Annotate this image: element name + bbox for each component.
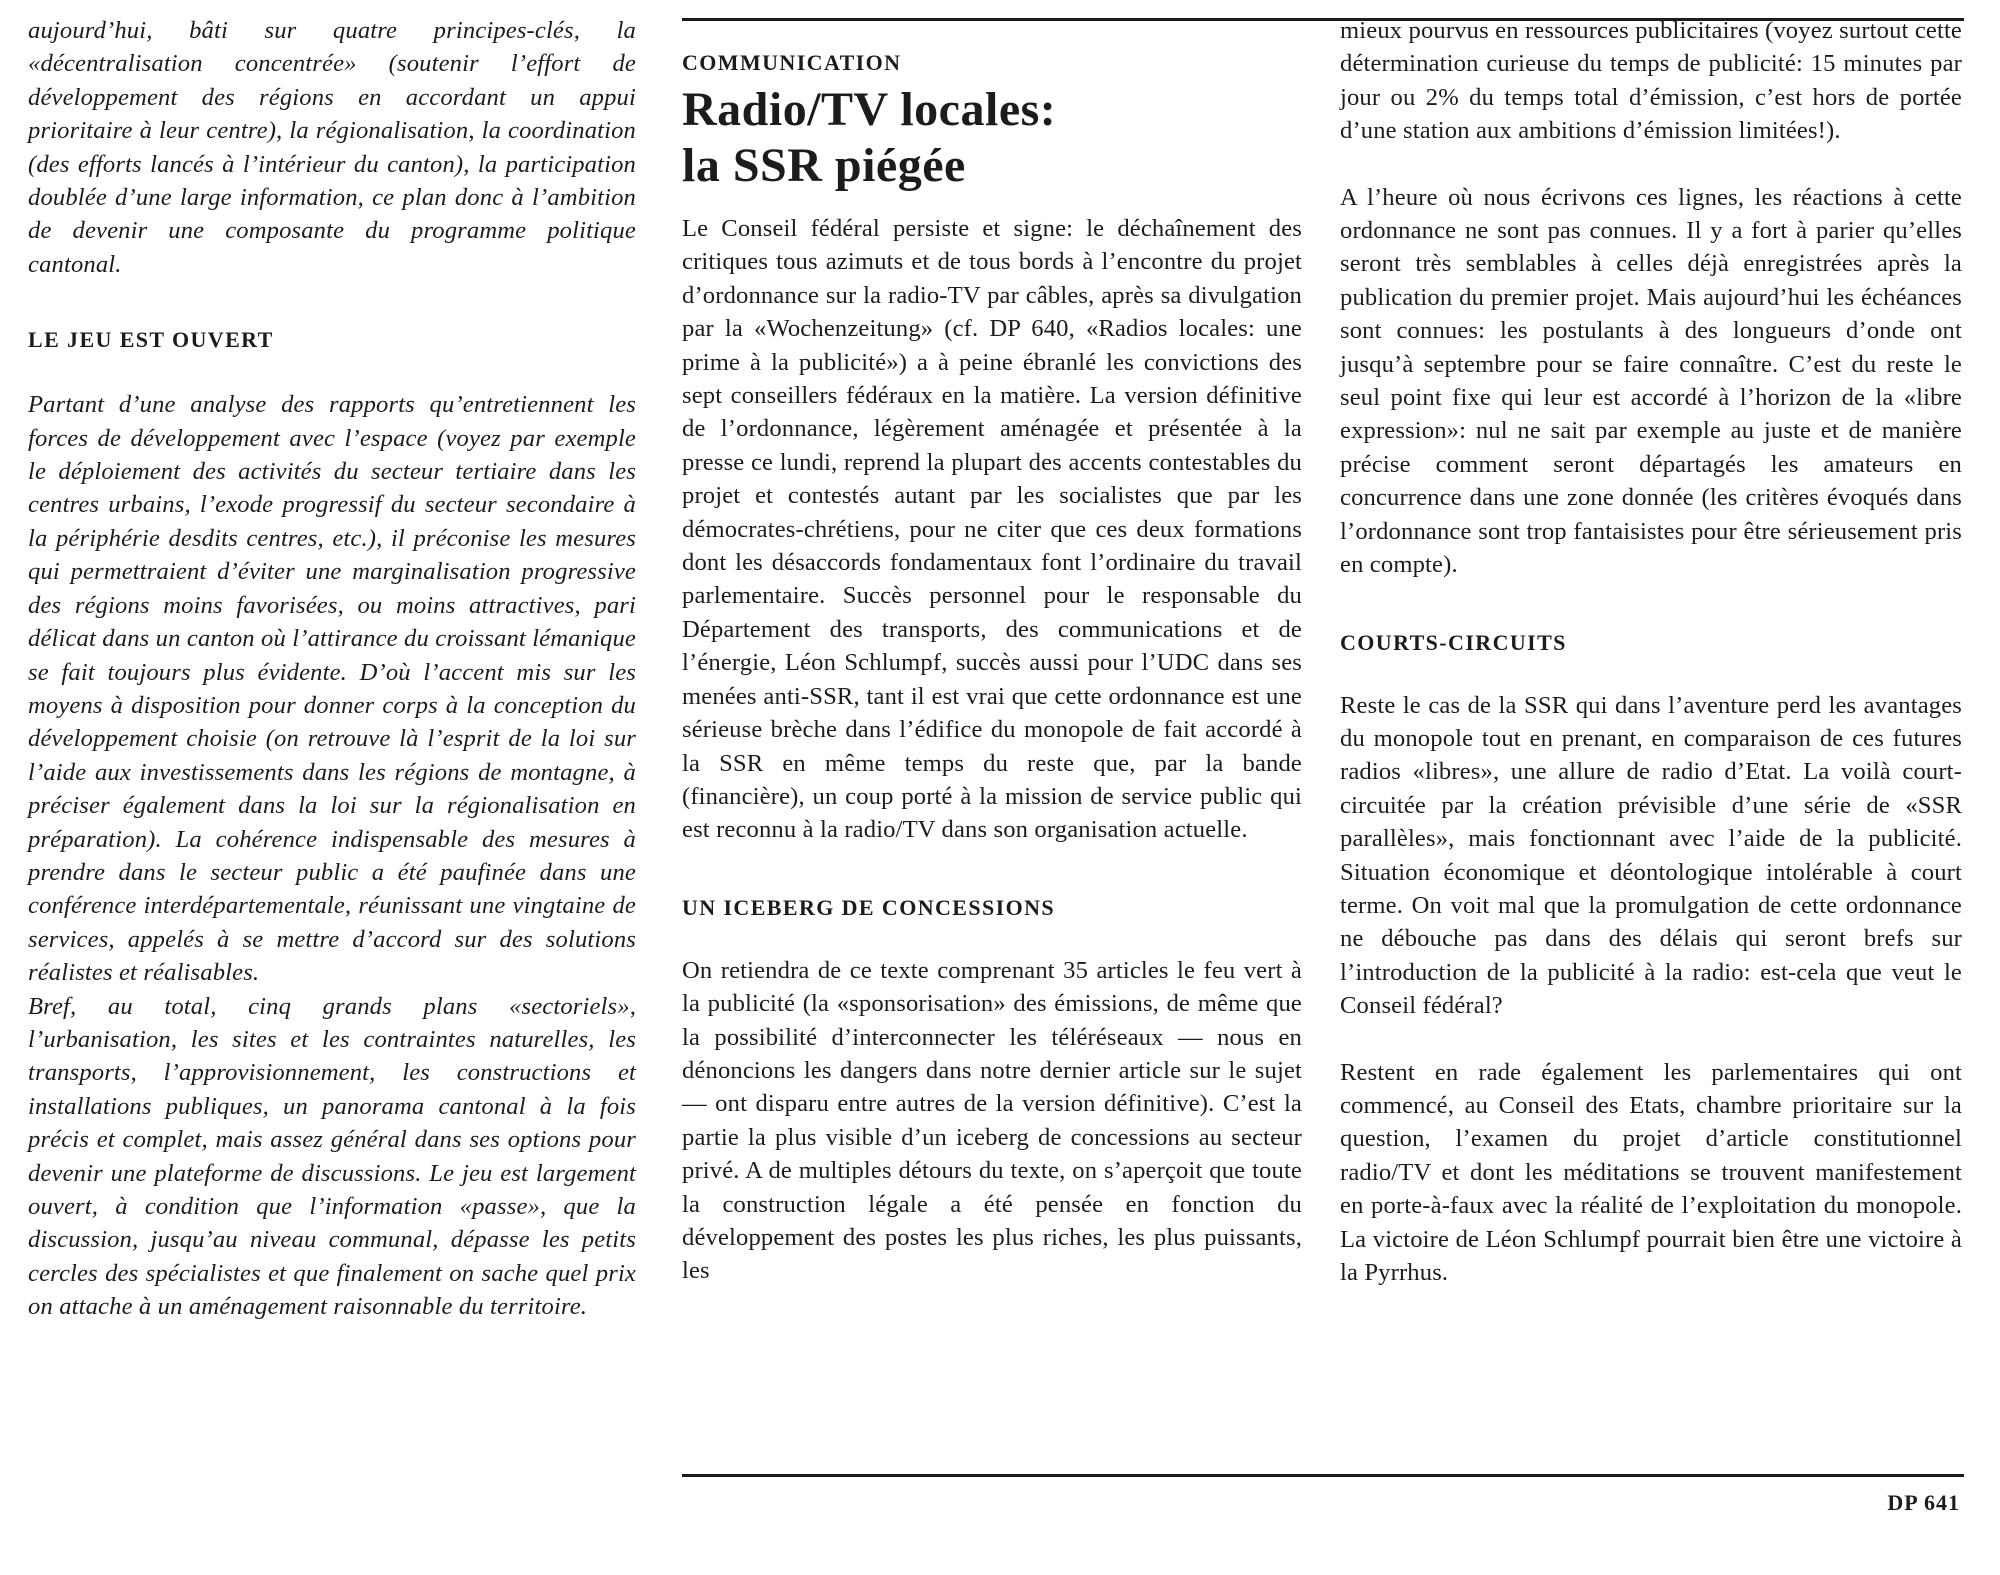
- section-heading-courts-circuits: COURTS-CIRCUITS: [1340, 629, 1567, 655]
- left-intro-paragraph: aujourd’hui, bâti sur quatre principes-clés, la «décentralisation concentrée» (soutenir l’effort de développement des régions en accordant un appui prioritaire à leur centre), la régionalisation, la coordination (des efforts lancés à l’intérieur du canton), la participation doublée d’une large information, ce plan donc à l’ambition de devenir une composante du programme politique cantonal.: [28, 17, 636, 278]
- right-paragraph-1: mieux pourvus en ressources publicitaires (voyez surtout cette détermination curieuse du temps de publicité: 15 minutes par jour ou 2% du temps total d’émission, c’est hors de portée d’une station aux ambitions d’émission limitées!).: [1340, 17, 1962, 145]
- article-title-line-2: la SSR piégée: [682, 139, 966, 192]
- article-rubric: COMMUNICATION: [682, 50, 902, 75]
- article-paragraph-1: Le Conseil fédéral persiste et signe: le déchaînement des critiques tous azimuts et de tous bords à l’encontre du projet d’ordonnance sur la radio-TV par câbles, après sa divulgation par la «Wochenzeitung» (cf. DP 640, «Radios locales: une prime à la publicité») a à peine ébranlé les convictions des sept conseillers fédéraux en la matière. La version définitive de l’ordonnance, légèrement aménagée et présentée à la presse ce lundi, reprend la plupart des accents contestables du projet et contestés autant par les socialistes que par les démocrates-chrétiens, pour ne citer que ces deux formations dont les désaccords fondamentaux font l’ordinaire du travail parlementaire. Succès personnel pour le responsable du Département des transports, des communications et de l’énergie, Léon Schlumpf, succès aussi pour l’UDC dans ses menées anti-SSR, tant il est vrai que cette ordonnance est une sérieuse brèche dans l’édifice du monopole de fait accordé à la SSR en même temps du reste que, par la bande (financière), un coup porté à la mission de service public qui est reconnu à la radio/TV dans son organisation actuelle.: [682, 215, 1302, 844]
- left-column: [28, 14, 636, 1324]
- page-number: DP 641: [1887, 1490, 1960, 1515]
- article-paragraph-2: On retiendra de ce texte comprenant 35 articles le feu vert à la publicité (la «sponsorisation» des émissions, de même que la possibilité d’interconnecter les téléréseaux — nous en dénoncions les dangers dans notre dernier article sur le sujet — ont disparu entre autres de la version définitive). C’est la partie la plus visible d’un iceberg de concessions au secteur privé. A de multiples détours du texte, on s’aperçoit que toute la construction légale a été pensée en fonction du développement des postes les plus riches, les plus puissants, les: [682, 956, 1302, 1285]
- article-column: [682, 48, 1302, 1288]
- right-paragraph-3: Reste le cas de la SSR qui dans l’aventure perd les avantages du monopole tout en prenant, en comparaison de ces futures radios «libres», une allure de radio d’Etat. La voilà court-circuitée par la création prévisible d’une série de «SSR parallèles», mais fonctionnant avec l’aide de la publicité. Situation économique et déontologique intolérable à court terme. On voit mal que la promulgation de cette ordonnance ne débouche pas dans des délais qui seront brefs sur l’introduction de la publicité à la radio: est-cela que veut le Conseil fédéral?: [1340, 691, 1962, 1020]
- article-title: [682, 82, 1302, 194]
- right-paragraph-4: Restent en rade également les parlementaires qui ont commencé, au Conseil des Etats, chambre prioritaire sur la question, l’examen du projet d’article constitutionnel radio/TV et dont les méditations se trouvent manifestement en porte-à-faux avec la réalité de l’exploitation du monopole. La victoire de Léon Schlumpf pourrait bien être une victoire à la Pyrrhus.: [1340, 1058, 1962, 1286]
- article-title-line-1: Radio/TV locales:: [682, 83, 1057, 136]
- section-heading-iceberg: UN ICEBERG DE CONCESSIONS: [682, 894, 1056, 920]
- bottom-rule: [682, 1474, 1964, 1477]
- right-column: [1340, 14, 1962, 1289]
- section-heading-le-jeu-est-ouvert: LE JEU EST OUVERT: [28, 327, 274, 353]
- left-paragraph-2: Bref, au total, cinq grands plans «sectoriels», l’urbanisation, les sites et les contraintes naturelles, les transports, l’approvisionnement, les constructions et installations publiques, un panorama cantonal à la fois précis et complet, mais assez général dans ses options pour devenir une plateforme de discussions. Le jeu est largement ouvert, à condition que l’information «passe», que la discussion, jusqu’au niveau communal, dépasse les petits cercles des spécialistes et que finalement on sache quel prix on attache à un aménagement raisonnable du territoire.: [28, 992, 636, 1321]
- right-paragraph-2: A l’heure où nous écrivons ces lignes, les réactions à cette ordonnance ne sont pas connues. Il y a fort à parier qu’elles seront très semblables à celles déjà enregistrées après la publication du premier projet. Mais aujourd’hui les échéances sont connues: les postulants à des longueurs d’onde ont jusqu’à septembre pour se faire connaître. C’est du reste le seul point fixe qui leur est accordé à l’horizon de la «libre expression»: nul ne sait par exemple au juste et de manière précise comment seront départagés les amateurs en concurrence dans une zone donnée (les critères évoqués dans l’ordonnance sont trop fantaisistes pour être sérieusement pris en compte).: [1340, 183, 1962, 579]
- left-paragraph-1: Partant d’une analyse des rapports qu’entretiennent les forces de développement avec l’espace (voyez par exemple le déploiement des activités du secteur tertiaire dans les centres urbains, l’exode progressif du secteur secondaire à la périphérie desdits centres, etc.), il préconise les mesures qui permettraient d’éviter une marginalisation progressive des régions moins favorisées, ou moins attractives, pari délicat dans un canton où l’attirance du croissant lémanique se fait toujours plus évidente. D’où l’accent mis sur les moyens à disposition pour donner corps à la conception du développement choisie (on retrouve là l’esprit de la loi sur l’aide aux investissements dans les régions de montagne, à préciser également dans la loi sur la régionalisation en préparation). La cohérence indispensable des mesures à prendre dans le secteur public a été paufinée dans une conférence interdépartementale, réunissant une vingtaine de services, appelés à se mettre d’accord sur des solutions réalistes et réalisables.: [28, 391, 636, 987]
